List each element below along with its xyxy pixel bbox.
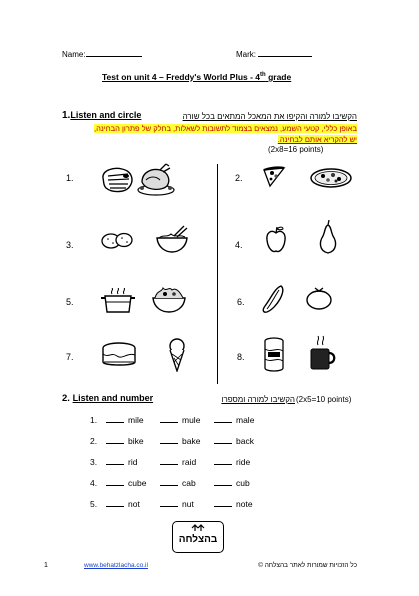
answer-blank[interactable] [160, 442, 178, 444]
list-item [90, 436, 254, 446]
cake-icon[interactable] [100, 340, 138, 370]
word: male [236, 415, 255, 425]
section2-hebrew-instruction: הקשיבו למורה ומספרו [221, 395, 295, 404]
answer-blank[interactable] [160, 463, 178, 465]
section1-heading [62, 110, 141, 121]
pear-icon[interactable] [317, 220, 339, 256]
copyright-text: כל הזכויות שמורות לאתר בהצלחה © [258, 562, 357, 569]
answer-blank[interactable] [106, 442, 124, 444]
answer-blank[interactable] [106, 463, 124, 465]
section1-note-line1: באופן כללי, קטעי השמע, נמצאים בצמוד לתשובות לשאלות, בחלק של פתרון הבחינה, [93, 124, 357, 133]
answer-blank[interactable] [214, 484, 232, 486]
page-number: 1 [44, 562, 48, 569]
name-label-text: Name: [62, 50, 86, 59]
name-blank[interactable] [86, 48, 142, 57]
word: ride [236, 457, 251, 467]
item-number: 8. [237, 352, 245, 362]
answer-blank[interactable] [160, 484, 178, 486]
answer-blank[interactable] [160, 505, 178, 507]
answer-blank[interactable] [160, 421, 178, 423]
item-number: 3. [66, 240, 74, 250]
roast-chicken-icon[interactable] [136, 162, 176, 196]
salad-icon[interactable] [150, 284, 188, 314]
item-number: 2. [235, 173, 243, 183]
section2-title: Listen and number [72, 393, 154, 403]
answer-blank[interactable] [214, 421, 232, 423]
behatzlacha-logo [172, 521, 224, 553]
soup-pot-icon[interactable] [100, 288, 136, 314]
word: raid [182, 457, 197, 467]
word: cube [128, 478, 147, 488]
pizza-icon[interactable] [309, 167, 353, 189]
potatoes-icon[interactable] [100, 230, 134, 250]
list-item [90, 415, 254, 425]
list-item [90, 478, 250, 488]
cucumber-icon[interactable] [261, 284, 287, 314]
word: bike [128, 436, 144, 446]
item-number: 5. [66, 297, 74, 307]
word: rid [128, 457, 138, 467]
answer-blank[interactable] [214, 463, 232, 465]
word: mile [128, 415, 144, 425]
soda-can-icon[interactable] [263, 337, 285, 373]
list-item [90, 499, 253, 509]
tomato-icon[interactable] [305, 286, 333, 310]
footer-link[interactable]: www.behatzlacha.co.il [84, 562, 148, 569]
section2-points: (2x5=10 points) [296, 395, 352, 404]
item-number: 4. [235, 240, 243, 250]
title-end: grade [265, 72, 292, 82]
list-item [90, 457, 250, 467]
row-number: 5. [90, 499, 98, 509]
section1-points: (2x8=16 points) [268, 145, 324, 154]
mark-label-text: Mark: [236, 50, 259, 59]
word: nut [182, 499, 194, 509]
column-divider [217, 164, 218, 384]
word: bake [182, 436, 201, 446]
answer-blank[interactable] [214, 442, 232, 444]
word: back [236, 436, 254, 446]
row-number: 4. [90, 478, 98, 488]
word: cab [182, 478, 196, 488]
word: mule [182, 415, 201, 425]
name-label [62, 48, 142, 59]
answer-blank[interactable] [106, 505, 124, 507]
item-number: 6. [237, 297, 245, 307]
section1-number: 1. [62, 110, 71, 121]
word: cub [236, 478, 250, 488]
section1-title: Listen and circle [70, 110, 142, 120]
pizza-slice-icon[interactable] [262, 166, 286, 188]
word: note [236, 499, 253, 509]
mark-blank[interactable] [258, 48, 312, 57]
section2-heading [62, 393, 153, 404]
answer-blank[interactable] [106, 484, 124, 486]
noodles-bowl-icon[interactable] [154, 224, 190, 254]
title-text: Test on unit 4 – Freddy's World Plus - 4 [102, 72, 261, 82]
section1-hebrew-instruction: הקשיבו למורה והקיפו את המאכל המתאים בכל שורה [182, 112, 357, 121]
section2-number: 2. [62, 393, 70, 404]
answer-blank[interactable] [106, 421, 124, 423]
section1-note-line2: יש להקריא אותם לבחינה. [277, 135, 357, 144]
row-number: 3. [90, 457, 98, 467]
title-sup: th [260, 72, 266, 79]
logo-text: בהצלחה [178, 534, 218, 545]
row-number: 2. [90, 436, 98, 446]
page-title [102, 72, 291, 82]
ice-cream-icon[interactable] [168, 338, 186, 372]
apple-icon[interactable] [265, 225, 287, 255]
row-number: 1. [90, 415, 98, 425]
word: not [128, 499, 140, 509]
coffee-mug-icon[interactable] [308, 335, 338, 371]
item-number: 1. [66, 173, 74, 183]
mark-label [236, 48, 312, 59]
answer-blank[interactable] [214, 505, 232, 507]
item-number: 7. [66, 352, 74, 362]
logo-arrows-icon [173, 524, 223, 532]
steak-icon[interactable] [100, 166, 136, 194]
